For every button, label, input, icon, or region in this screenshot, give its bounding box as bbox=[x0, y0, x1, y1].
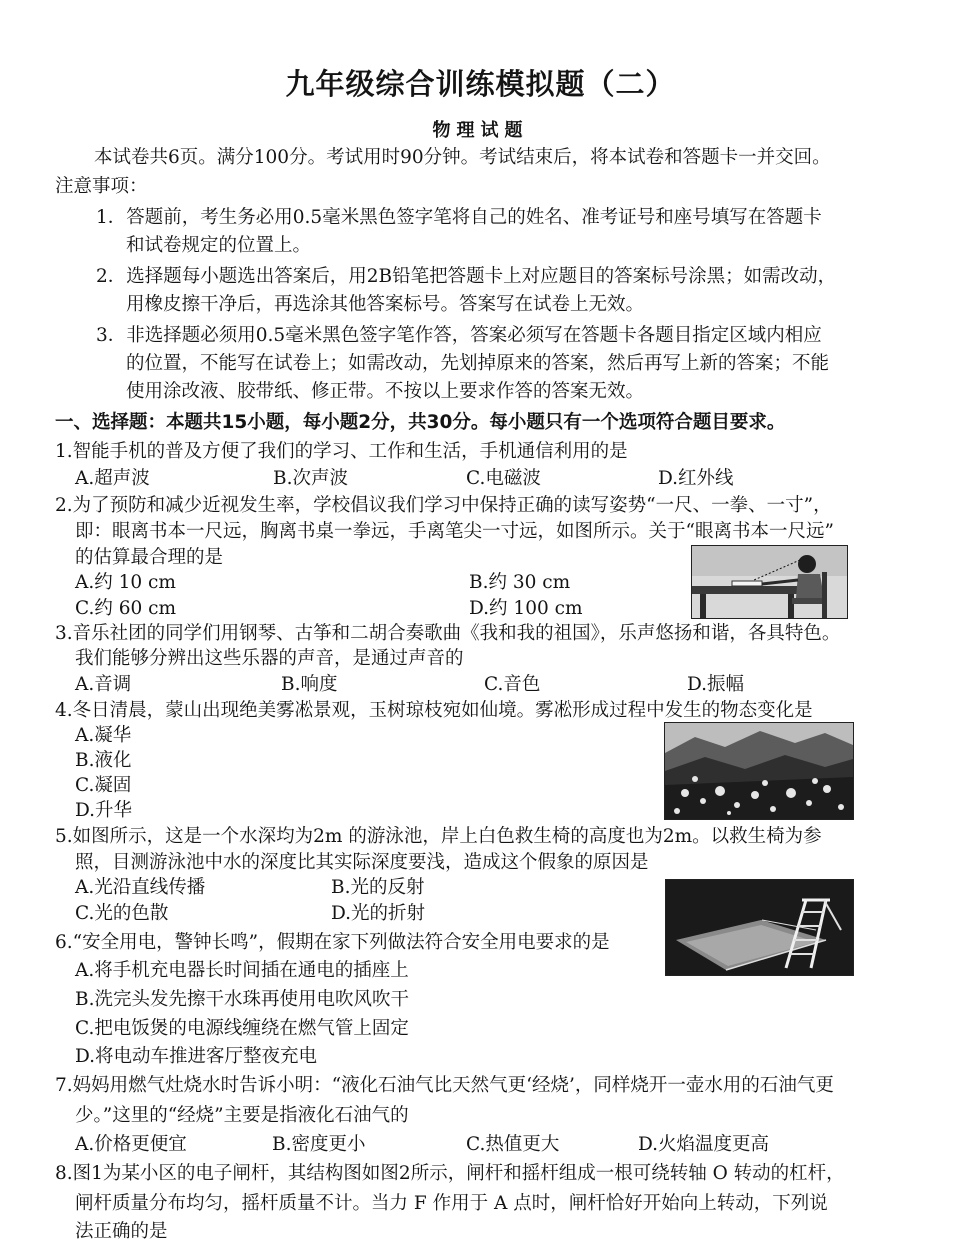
q2-line-2: 即：眼离书本一尺远，胸离书桌一拳远，手离笔尖一寸远，如图所示。关于“眼离书本一尺远” bbox=[75, 521, 834, 542]
note-3-line-3: 使用涂改液、胶带纸、修正带。不按以上要求作答的答案无效。 bbox=[126, 381, 645, 402]
note-1-line-1: 1．答题前，考生务必用0.5毫米黑色签字笔将自己的姓名、准考证号和座号填写在答题卡 bbox=[96, 207, 822, 228]
q4-stem: 4.冬日清晨，蒙山出现绝美雾凇景观，玉树琼枝宛如仙境。雾凇形成过程中发生的物态变化是 bbox=[55, 700, 813, 721]
q4-option-b: B.液化 bbox=[75, 750, 132, 771]
note-3-line-1: 3．非选择题必须用0.5毫米黑色签字笔作答，答案必须写在答题卡各题目指定区域内相应 bbox=[96, 325, 822, 346]
note-3-line-2: 的位置，不能写在试卷上；如需改动，先划掉原来的答案，然后再写上新的答案；不能 bbox=[126, 353, 830, 374]
q2-option-a: A.约 10 cm bbox=[75, 572, 176, 593]
page-subtitle: 物理试题 bbox=[432, 120, 529, 141]
q5-option-d: D.光的折射 bbox=[331, 903, 426, 924]
q5-option-c: C.光的色散 bbox=[75, 903, 169, 924]
note-2-line-2: 用橡皮擦干净后，再选涂其他答案标号。答案写在试卷上无效。 bbox=[126, 294, 645, 315]
q7-option-b: B.密度更小 bbox=[272, 1134, 366, 1155]
q3-line-1: 3.音乐社团的同学们用钢琴、古筝和二胡合奏歌曲《我和我的祖国》，乐声悠扬和谐，各具特色。 bbox=[55, 623, 841, 644]
q2-line-3: 的估算最合理的是 bbox=[75, 547, 224, 568]
q1-option-a: A.超声波 bbox=[75, 468, 150, 489]
q1-option-c: C.电磁波 bbox=[466, 468, 541, 489]
q1-stem: 1.智能手机的普及方便了我们的学习、工作和生活，手机通信利用的是 bbox=[55, 441, 628, 462]
note-1-line-2: 和试卷规定的位置上。 bbox=[126, 235, 312, 256]
q6-stem: 6.“安全用电，警钟长鸣”，假期在家下列做法符合安全用电要求的是 bbox=[55, 932, 610, 953]
q6-option-d: D.将电动车推进客厅整夜充电 bbox=[75, 1046, 318, 1067]
q7-option-c: C.热值更大 bbox=[466, 1134, 560, 1155]
note-2-line-1: 2．选择题每小题选出答案后，用2B铅笔把答题卡上对应题目的答案标号涂黑；如需改动， bbox=[96, 266, 837, 287]
section-heading: 一、选择题：本题共15小题，每小题2分，共30分。每小题只有一个选项符合题目要求。 bbox=[55, 412, 786, 433]
q6-option-c: C.把电饭煲的电源线缠绕在燃气管上固定 bbox=[75, 1018, 409, 1039]
q6-option-b: B.洗完头发先擦干水珠再使用电吹风吹干 bbox=[75, 989, 409, 1010]
q3-option-c: C.音色 bbox=[484, 674, 541, 695]
q3-option-b: B.响度 bbox=[281, 674, 338, 695]
q4-option-a: A.凝华 bbox=[75, 725, 132, 746]
q7-option-d: D.火焰温度更高 bbox=[638, 1134, 770, 1155]
q1-option-b: B.次声波 bbox=[273, 468, 348, 489]
student-writing-posture-photo bbox=[691, 545, 848, 619]
q3-line-2: 我们能够分辨出这些乐器的声音，是通过声音的 bbox=[75, 648, 464, 669]
q7-option-a: A.价格更便宜 bbox=[75, 1134, 187, 1155]
q4-option-c: C.凝固 bbox=[75, 775, 132, 796]
q5-line-1: 5.如图所示，这是一个水深均为2m 的游泳池，岸上白色救生椅的高度也为2m。以救生椅为参 bbox=[55, 826, 822, 847]
page-title: 九年级综合训练模拟题（二） bbox=[285, 67, 676, 101]
q5-option-b: B.光的反射 bbox=[331, 877, 425, 898]
q5-line-2: 照，目测游泳池中水的深度比其实际深度要浅，造成这个假象的原因是 bbox=[75, 852, 649, 873]
q7-line-1: 7.妈妈用燃气灶烧水时告诉小明：“液化石油气比天然气更‘经烧’，同样烧开一壶水用的石油气更 bbox=[55, 1075, 834, 1096]
q2-line-1: 2.为了预防和减少近视发生率，学校倡议我们学习中保持正确的读写姿势“一尺、一拳、一寸”， bbox=[55, 495, 832, 516]
q4-option-d: D.升华 bbox=[75, 800, 133, 821]
q3-option-a: A.音调 bbox=[75, 674, 132, 695]
q2-option-b: B.约 30 cm bbox=[469, 572, 571, 593]
q8-line-2: 闸杆质量分布均匀，摇杆质量不计。当力 F 作用于 A 点时，闸杆恰好开始向上转动，下列说 bbox=[75, 1193, 828, 1214]
q1-option-d: D.红外线 bbox=[658, 468, 734, 489]
q5-option-a: A.光沿直线传播 bbox=[75, 877, 206, 898]
rime-mountain-landscape-photo bbox=[664, 722, 854, 820]
q2-option-c: C.约 60 cm bbox=[75, 598, 177, 619]
q8-line-3: 法正确的是 bbox=[75, 1221, 168, 1242]
swimming-pool-lifeguard-chair-photo bbox=[665, 879, 854, 976]
q8-line-1: 8.图1为某小区的电子闸杆，其结构图如图2所示，闸杆和摇杆组成一根可绕转轴 O 转动的杠杆， bbox=[55, 1163, 845, 1184]
q3-option-d: D.振幅 bbox=[687, 674, 745, 695]
intro-text: 本试卷共6页。满分100分。考试用时90分钟。考试结束后，将本试卷和答题卡一并交回。 bbox=[94, 147, 831, 168]
notes-heading: 注意事项： bbox=[55, 176, 148, 197]
q2-option-d: D.约 100 cm bbox=[469, 598, 583, 619]
q7-line-2: 少。”这里的“经烧”主要是指液化石油气的 bbox=[75, 1105, 409, 1126]
q6-option-a: A.将手机充电器长时间插在通电的插座上 bbox=[75, 960, 409, 981]
